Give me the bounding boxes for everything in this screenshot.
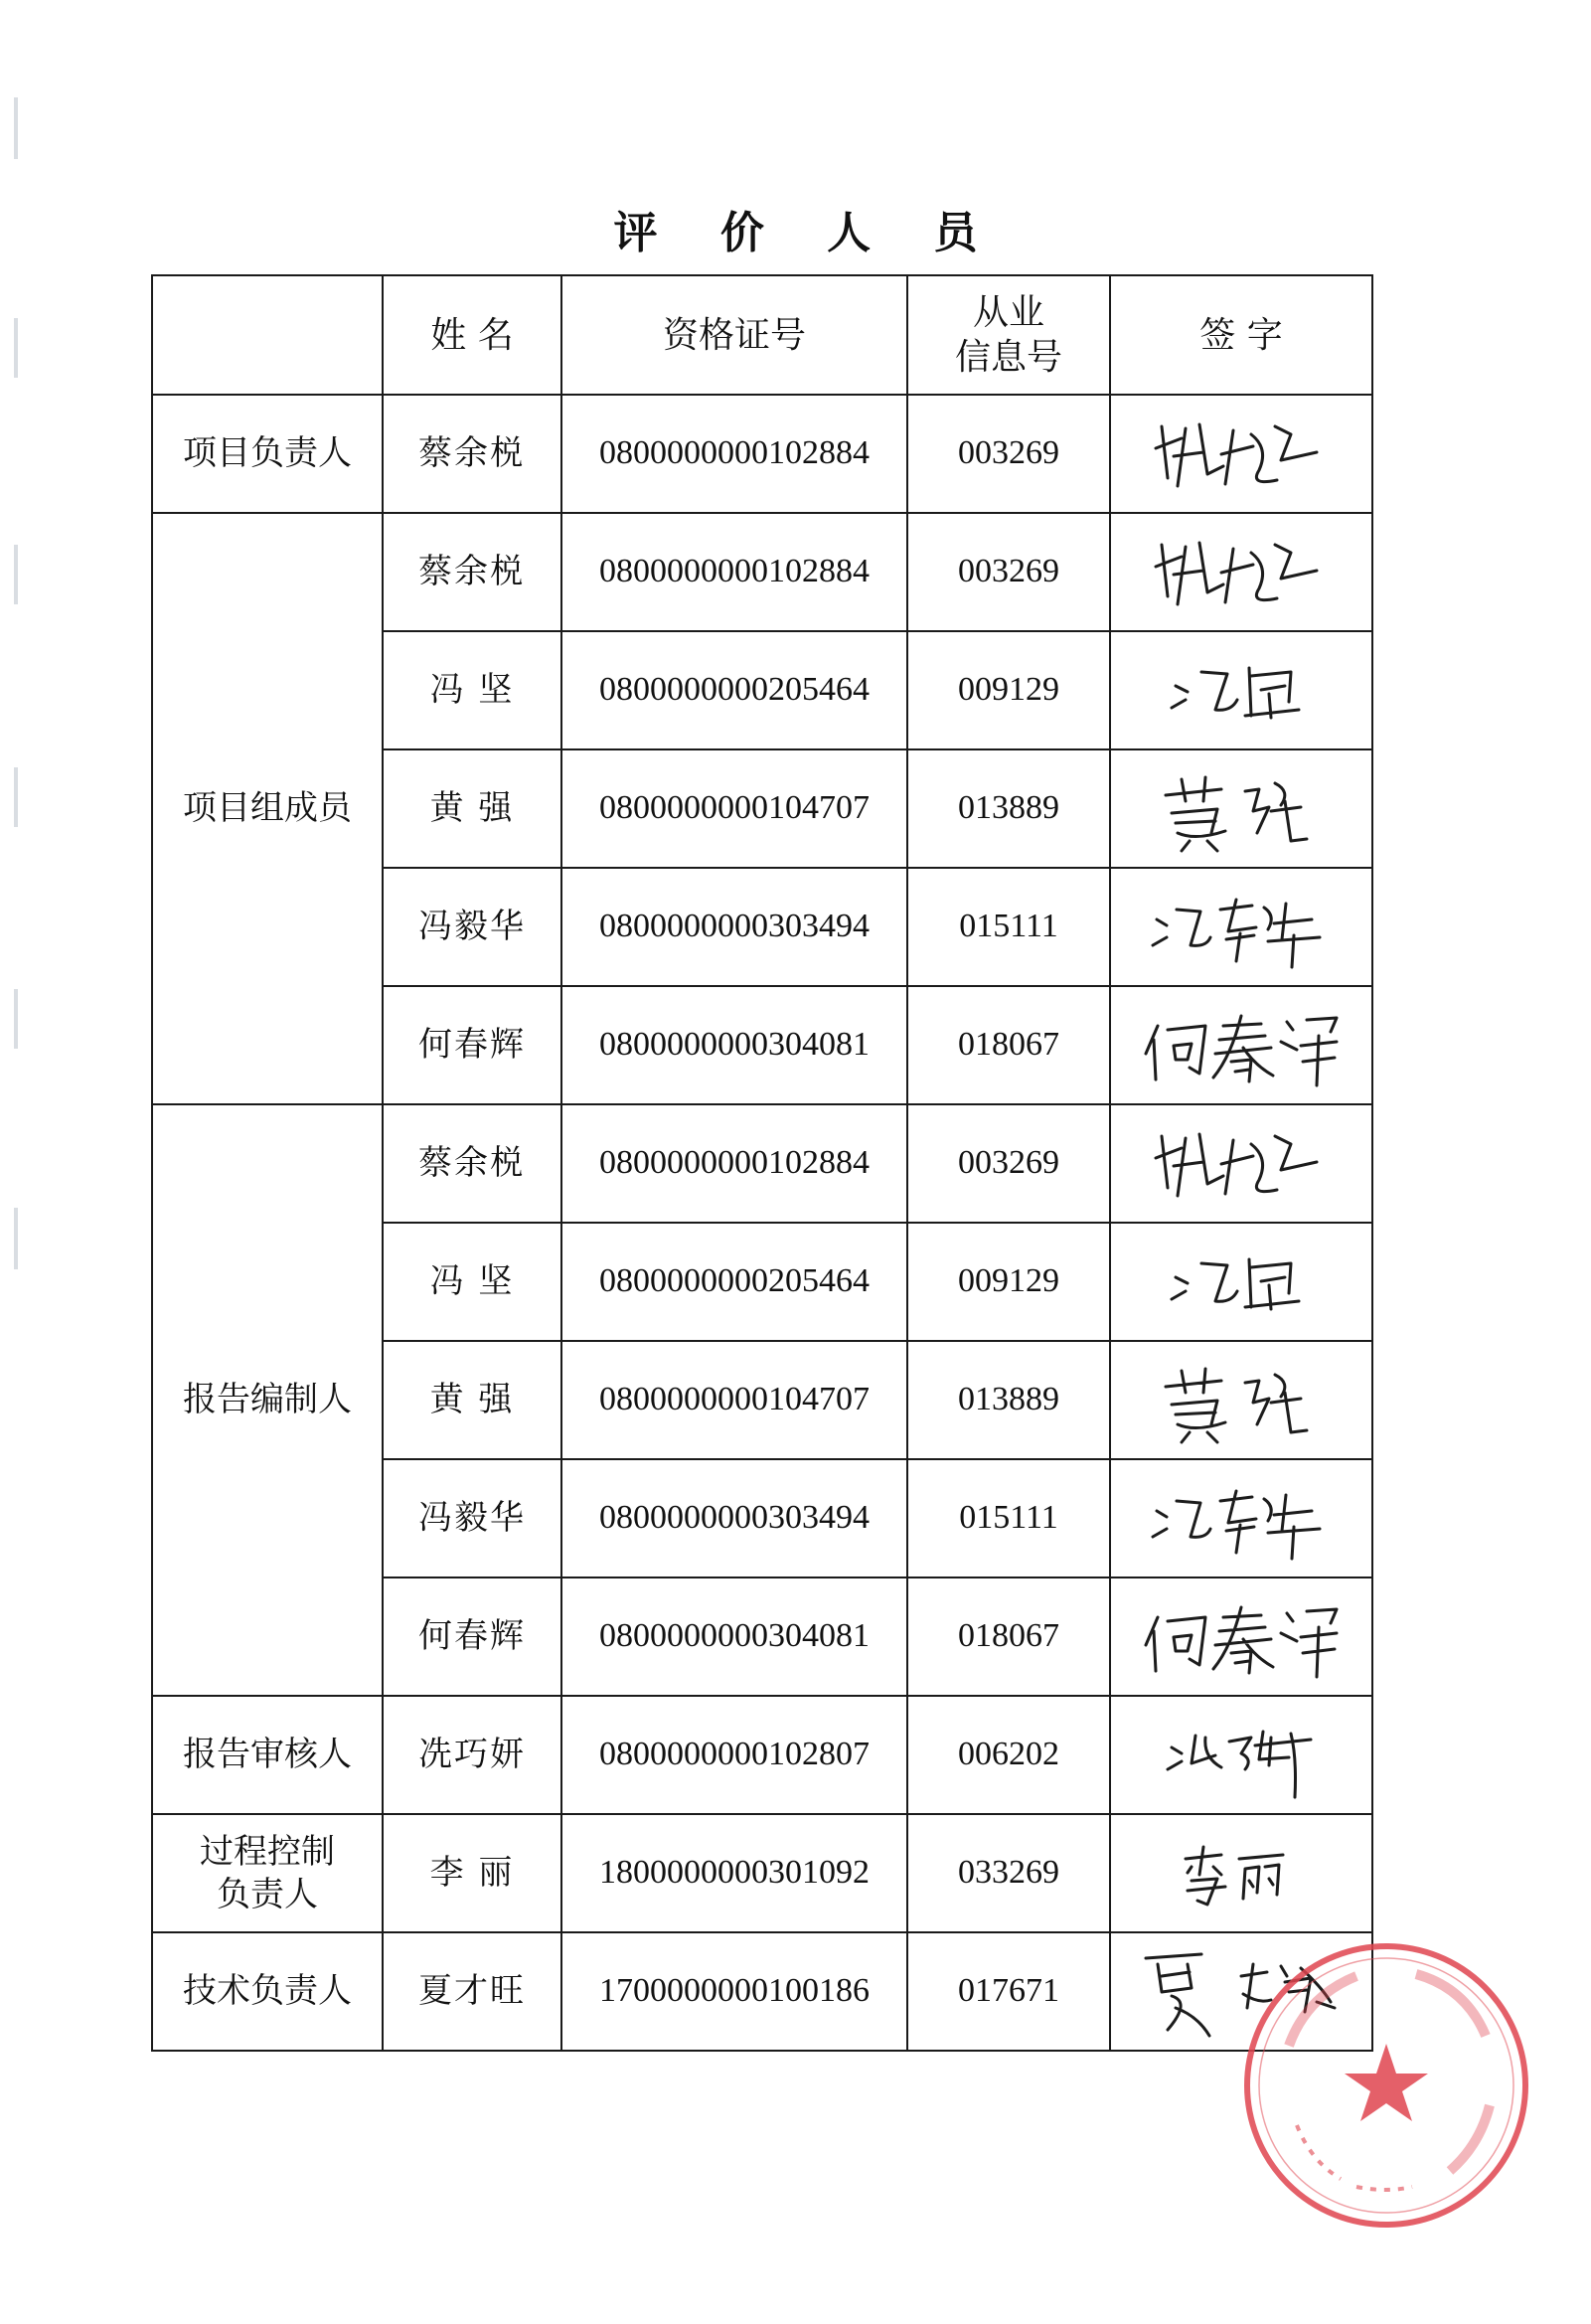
info-number: 006202 (907, 1696, 1110, 1814)
signature-feng-jian (1142, 1238, 1341, 1327)
signature-feng-yihua (1137, 1471, 1346, 1566)
person-name: 冯毅华 (383, 868, 561, 986)
header-info (907, 275, 1110, 395)
info-number: 013889 (907, 749, 1110, 868)
info-number: 017671 (907, 1932, 1110, 2051)
signature-feng-jian (1142, 646, 1341, 736)
table-row (152, 1696, 1372, 1814)
person-name: 冯 坚 (383, 1223, 561, 1341)
info-number: 033269 (907, 1814, 1110, 1932)
header-name: 姓 名 (383, 275, 561, 395)
role-label: 技术负责人 (152, 1932, 383, 2051)
header-sign: 签 字 (1110, 275, 1372, 395)
page-title: 评 价 人 员 (613, 208, 1002, 258)
role-label: 项目组成员 (152, 513, 383, 1104)
person-name: 冯毅华 (383, 1459, 561, 1577)
table-row (152, 513, 1372, 631)
signature-li-li (1152, 1829, 1331, 1918)
scan-edge-mark (14, 545, 18, 604)
signature-cell (1110, 631, 1372, 749)
role-label-line1: 过程控制 (200, 1832, 335, 1872)
signature-cai (1142, 405, 1341, 504)
signature-huang-qiang (1142, 761, 1341, 856)
header-row (152, 275, 1372, 395)
person-name: 冼巧妍 (383, 1696, 561, 1814)
info-number: 009129 (907, 631, 1110, 749)
signature-cell (1110, 1459, 1372, 1577)
signature-cell (1110, 868, 1372, 986)
info-number: 003269 (907, 1104, 1110, 1223)
info-number: 003269 (907, 395, 1110, 513)
table-row (152, 1104, 1372, 1223)
role-label-line2: 负责人 (217, 1874, 318, 1914)
signature-he-chunhui (1132, 1587, 1351, 1687)
cert-number: 0800000000303494 (561, 1459, 907, 1577)
signature-cell (1110, 1341, 1372, 1459)
person-name: 蔡余棁 (383, 513, 561, 631)
signature-feng-yihua (1137, 880, 1346, 974)
cert-number: 0800000000304081 (561, 986, 907, 1104)
scan-edge-mark (14, 989, 18, 1049)
cert-number: 0800000000303494 (561, 868, 907, 986)
cert-number: 0800000000104707 (561, 1341, 907, 1459)
signature-cell (1110, 1577, 1372, 1696)
cert-number: 0800000000102807 (561, 1696, 907, 1814)
signature-cell (1110, 1223, 1372, 1341)
assessor-table (151, 274, 1373, 2052)
cert-number: 0800000000104707 (561, 749, 907, 868)
cert-number: 1800000000301092 (561, 1814, 907, 1932)
person-name: 何春辉 (383, 1577, 561, 1696)
cert-number: 0800000000304081 (561, 1577, 907, 1696)
cert-number: 1700000000100186 (561, 1932, 907, 2051)
info-number: 015111 (907, 868, 1110, 986)
info-number: 018067 (907, 1577, 1110, 1696)
cert-number: 0800000000102884 (561, 395, 907, 513)
table-row (152, 395, 1372, 513)
signature-cell (1110, 513, 1372, 631)
person-name: 夏才旺 (383, 1932, 561, 2051)
scan-edge-mark (14, 318, 18, 378)
person-name: 黄 强 (383, 749, 561, 868)
signature-cell (1110, 395, 1372, 513)
scan-edge-mark (14, 97, 18, 159)
signature-cell (1110, 1696, 1372, 1814)
person-name: 冯 坚 (383, 631, 561, 749)
role-label (152, 1814, 383, 1932)
role-label: 项目负责人 (152, 395, 383, 513)
cert-number: 0800000000102884 (561, 1104, 907, 1223)
signature-cai (1142, 1114, 1341, 1214)
person-name: 李 丽 (383, 1814, 561, 1932)
signature-cell (1110, 1814, 1372, 1932)
info-number: 018067 (907, 986, 1110, 1104)
info-number: 013889 (907, 1341, 1110, 1459)
official-seal-stamp (1237, 1936, 1535, 2235)
cert-number: 0800000000205464 (561, 1223, 907, 1341)
header-info-line1: 从业 (972, 292, 1044, 333)
table-row (152, 1814, 1372, 1932)
header-blank-cell (152, 275, 383, 395)
role-label: 报告审核人 (152, 1696, 383, 1814)
signature-he-chunhui (1132, 996, 1351, 1095)
header-info-line2: 信息号 (954, 337, 1062, 378)
signature-huang-qiang (1142, 1353, 1341, 1447)
cert-number: 0800000000205464 (561, 631, 907, 749)
signature-cell (1110, 986, 1372, 1104)
signature-cell (1110, 1104, 1372, 1223)
info-number: 009129 (907, 1223, 1110, 1341)
person-name: 何春辉 (383, 986, 561, 1104)
info-number: 015111 (907, 1459, 1110, 1577)
header-cert: 资格证号 (561, 275, 907, 395)
cert-number: 0800000000102884 (561, 513, 907, 631)
signature-cai (1142, 523, 1341, 622)
info-number: 003269 (907, 513, 1110, 631)
person-name: 黄 强 (383, 1341, 561, 1459)
scan-edge-mark (14, 767, 18, 827)
role-label: 报告编制人 (152, 1104, 383, 1696)
signature-cell (1110, 749, 1372, 868)
table-row (152, 1932, 1372, 2051)
scan-edge-mark (14, 1208, 18, 1269)
person-name: 蔡余棁 (383, 1104, 561, 1223)
person-name: 蔡余棁 (383, 395, 561, 513)
signature-xian-qiaoyan (1142, 1708, 1341, 1802)
